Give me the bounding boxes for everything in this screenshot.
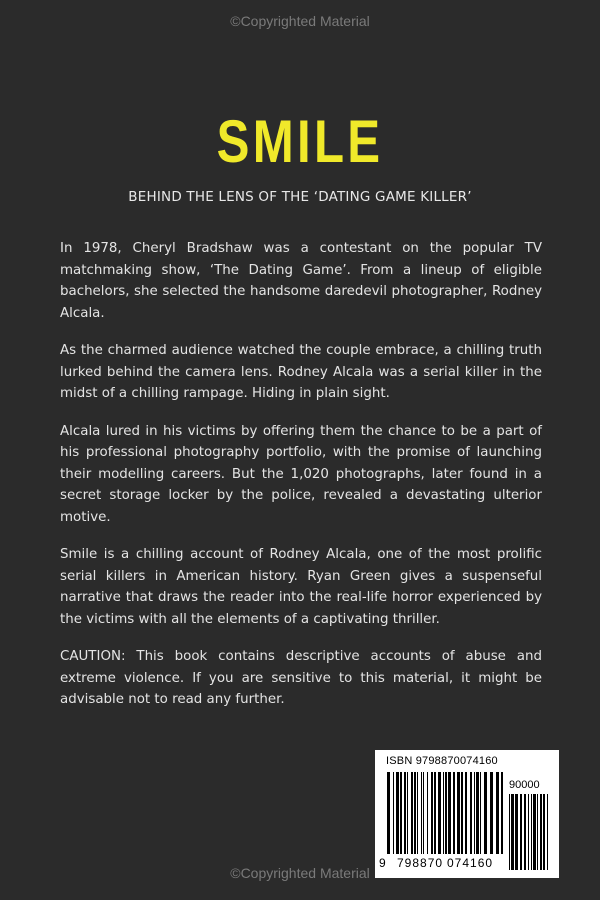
barcode-bar — [417, 772, 418, 854]
barcode-bar — [423, 772, 424, 854]
barcode-bar — [457, 772, 460, 854]
barcode-bar — [411, 772, 413, 854]
blurb-paragraph: In 1978, Cheryl Bradshaw was a contestant on the popular TV matchmaking show, ‘The Dating Game’. From a lineup of eligible bachelors, she selected the handsome daredevil photographer, Rodney Alcala. — [60, 241, 542, 321]
barcode-bar — [496, 772, 499, 854]
barcode-bar — [427, 772, 428, 854]
barcode-digits-left: 798870 — [397, 856, 444, 870]
barcode-bar — [524, 794, 526, 870]
caution-paragraph: CAUTION: This book contains descriptive accounts of abuse and extreme violence. If you are sensitive to this material, it might be advisable not to read any further. — [60, 649, 542, 707]
barcode-digit-first: 9 — [379, 856, 387, 870]
blurb-paragraph: Smile is a chilling account of Rodney Alcala, one of the most prolific serial killers in American history. Ryan Green gives a suspenseful narrative that draws the reader into the real-life horror experienced by the victims with all the elements of a captivating thriller. — [60, 547, 542, 627]
barcode-bar — [461, 772, 463, 854]
barcode-bar — [480, 772, 481, 854]
barcode-bar — [531, 794, 532, 870]
isbn-barcode — [375, 750, 559, 878]
barcode-bar — [393, 772, 394, 854]
barcode-bar — [407, 772, 408, 854]
barcode-bar — [434, 772, 436, 854]
barcode-bar — [421, 772, 422, 854]
barcode-bar — [465, 772, 467, 854]
barcode-bar — [396, 772, 399, 854]
barcode-bar — [448, 772, 451, 854]
barcode-bar — [474, 772, 475, 854]
barcode-bar — [509, 794, 510, 870]
barcode-bar — [520, 794, 522, 870]
barcode-bar — [515, 794, 518, 870]
barcode-bar — [445, 772, 447, 854]
barcode-bar — [404, 772, 406, 854]
barcode-bar — [511, 794, 514, 870]
barcode-bar — [443, 772, 444, 854]
barcode-bar — [431, 772, 433, 854]
barcode-bar — [484, 772, 487, 854]
book-title: SMILE — [216, 108, 384, 175]
barcode-bar — [533, 794, 536, 870]
barcode-bar — [501, 772, 503, 854]
book-subtitle: BEHIND THE LENS OF THE ‘DATING GAME KILLER’ — [128, 189, 472, 205]
blurb-paragraph: As the charmed audience watched the couple embrace, a chilling truth lurked behind the camera lens. Rodney Alcala was a serial killer in the midst of a chilling rampage. Hiding in plain sight. — [60, 343, 542, 401]
barcode-bar — [537, 794, 538, 870]
price-code: 90000 — [509, 779, 540, 791]
barcode-bar — [387, 772, 390, 854]
barcode-bar — [528, 794, 529, 870]
barcode-bar — [476, 772, 479, 854]
barcode-bar — [470, 772, 472, 854]
isbn-label: ISBN 9798870074160 — [386, 755, 498, 767]
barcode-bar — [453, 772, 455, 854]
barcode-bar — [540, 794, 542, 870]
barcode-bar — [490, 772, 493, 854]
barcode-bar — [547, 794, 548, 870]
copyright-watermark-bottom: ©Copyrighted Material — [230, 865, 370, 881]
barcode-bar — [414, 772, 416, 854]
barcode-bar — [543, 794, 545, 870]
barcode-bar — [400, 772, 402, 854]
blurb-paragraph: Alcala lured in his victims by offering them the chance to be a part of his professional photography portfolio, with the promise of launching their modelling careers. But the 1,020 photographs, later found in a secret storage locker by the police, revealed a devastating ulterior motive. — [60, 423, 542, 525]
blurb-text — [60, 238, 542, 727]
copyright-watermark-top: ©Copyrighted Material — [230, 13, 370, 29]
barcode-digits-right: 074160 — [447, 856, 494, 870]
barcode-bar — [438, 772, 441, 854]
